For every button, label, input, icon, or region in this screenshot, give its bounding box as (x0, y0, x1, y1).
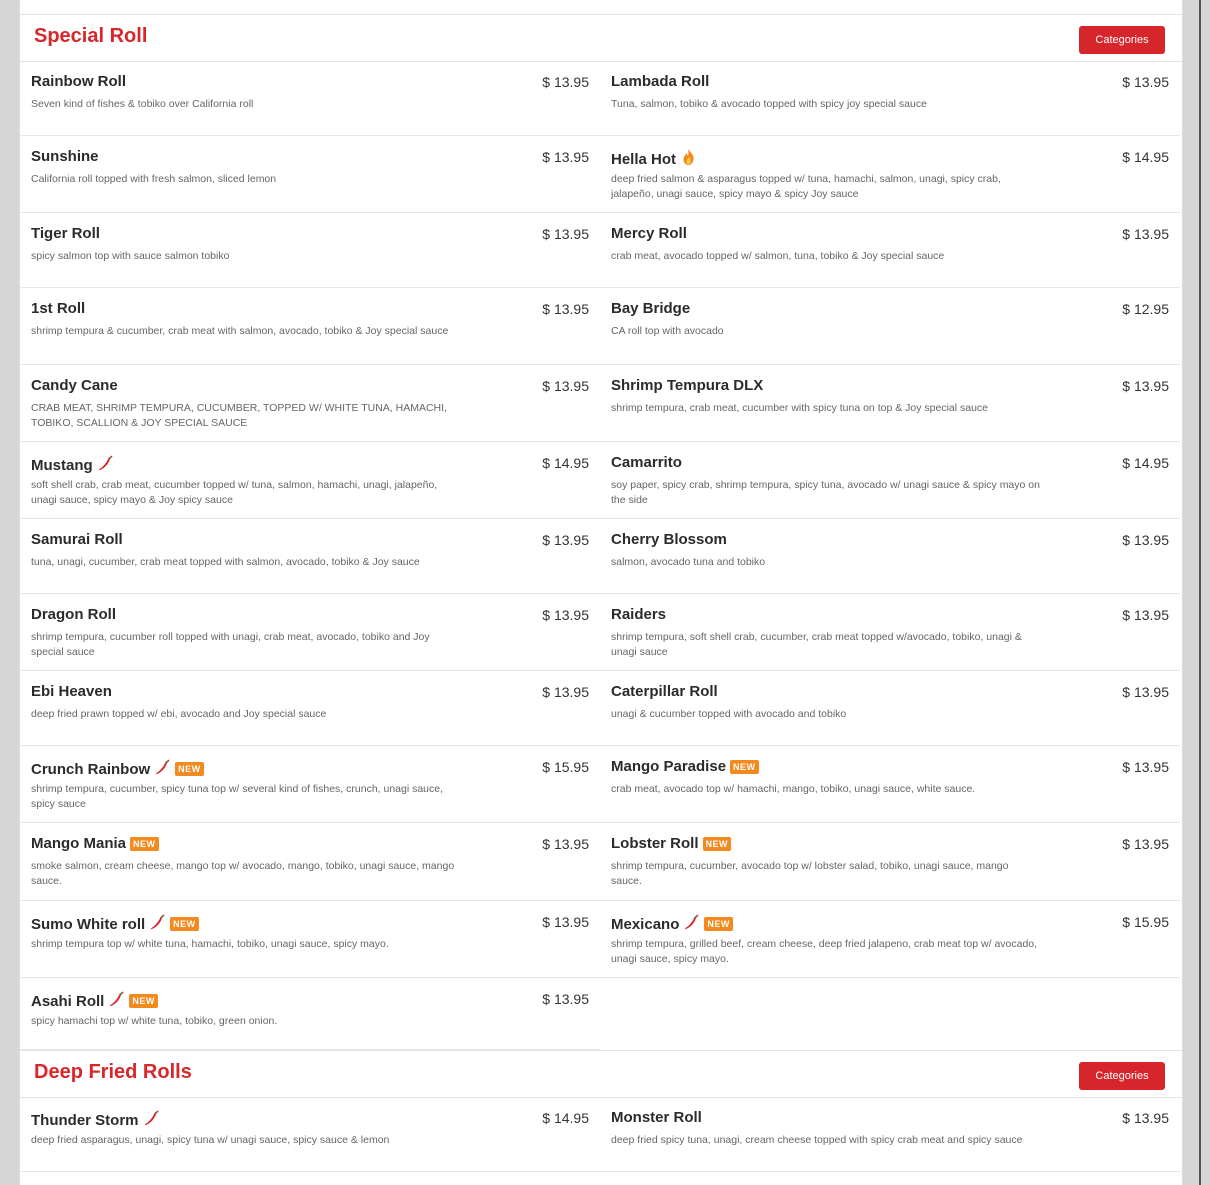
item-description: CA roll top with avocado (611, 325, 724, 337)
menu-item-thunder-storm[interactable] (20, 1097, 600, 1172)
chili-icon (149, 913, 166, 935)
item-name (31, 454, 114, 476)
item-name-text: Cherry Blossom (611, 531, 727, 548)
item-price: $ 15.95 (542, 759, 589, 775)
item-price: $ 13.95 (542, 378, 589, 394)
menu-item-cherry-blossom[interactable] (600, 519, 1180, 594)
categories-button[interactable]: Categories (1079, 1062, 1165, 1090)
item-name-text: Mustang (31, 456, 93, 474)
item-price: $ 13.95 (1122, 607, 1169, 623)
item-description: shrimp tempura, cucumber roll topped with unagi, crab meat, avocado, tobiko and Joy special sauce (31, 631, 430, 658)
item-name (31, 758, 204, 780)
section-title: Deep Fried Rolls (34, 1061, 192, 1083)
item-price: $ 13.95 (542, 301, 589, 317)
menu-item-asahi-roll[interactable] (20, 978, 600, 1050)
item-description: deep fried spicy tuna, unagi, cream cheese topped with spicy crab meat and spicy sauce (611, 1134, 1023, 1146)
menu-item-tiger-roll[interactable] (20, 213, 600, 288)
item-name-text: Dragon Roll (31, 606, 116, 623)
item-description: Tuna, salmon, tobiko & avocado topped with spicy joy special sauce (611, 98, 927, 110)
item-description: salmon, avocado tuna and tobiko (611, 556, 766, 568)
item-description: unagi & cucumber topped with avocado and tobiko (611, 708, 847, 720)
item-name (31, 148, 99, 165)
item-description: shrimp tempura, crab meat, cucumber with spicy tuna on top & Joy special sauce (611, 402, 989, 414)
menu-item-rainbow-roll[interactable] (20, 61, 600, 136)
chili-icon (154, 758, 171, 780)
item-name (31, 73, 126, 90)
menu-item-ebi-heaven[interactable] (20, 671, 600, 746)
item-price: $ 13.95 (1122, 759, 1169, 775)
menu-item-mango-paradise[interactable] (600, 746, 1180, 823)
item-price: $ 12.95 (1122, 301, 1169, 317)
section-header-deep-fried-rolls (20, 1050, 1182, 1098)
item-name-text: Hella Hot (611, 150, 677, 168)
item-price: $ 13.95 (542, 532, 589, 548)
item-price: $ 14.95 (1122, 149, 1169, 165)
item-price: $ 13.95 (1122, 836, 1169, 852)
menu-item-sumo-white-roll[interactable] (20, 901, 600, 978)
menu-item-mustang[interactable] (20, 442, 600, 519)
item-name (611, 531, 727, 548)
item-name (31, 683, 112, 700)
item-name (31, 1109, 160, 1131)
item-name (611, 73, 709, 90)
item-description: shrimp tempura, cucumber, spicy tuna top w/ several kind of fishes, crunch, unagi sauce, spicy sauce (31, 783, 444, 810)
item-name-text: Shrimp Tempura DLX (611, 377, 764, 394)
item-description: crab meat, avocado topped w/ salmon, tuna, tobiko & Joy special sauce (611, 250, 945, 262)
item-price: $ 13.95 (542, 914, 589, 930)
item-name (31, 990, 158, 1012)
item-name-text: Asahi Roll (31, 992, 105, 1010)
item-name (31, 531, 123, 548)
item-name-text: Bay Bridge (611, 300, 691, 317)
menu-item-shrimp-tempura-dlx[interactable] (600, 365, 1180, 442)
new-badge: NEW (129, 994, 158, 1008)
item-description: tuna, unagi, cucumber, crab meat topped with salmon, avocado, tobiko & Joy sauce (31, 556, 420, 568)
item-description: soft shell crab, crab meat, cucumber topped w/ tuna, salmon, hamachi, unagi, jalapeño, unagi sauce, spicy mayo & Joy spicy sauce (31, 479, 438, 506)
item-price: $ 13.95 (542, 607, 589, 623)
item-price: $ 13.95 (542, 149, 589, 165)
item-name-text: Caterpillar Roll (611, 683, 718, 700)
item-price: $ 13.95 (542, 684, 589, 700)
item-name (611, 148, 697, 170)
item-description: deep fried asparagus, unagi, spicy tuna w/ unagi sauce, spicy sauce & lemon (31, 1134, 390, 1146)
menu-item-bay-bridge[interactable] (600, 288, 1180, 365)
item-description: shrimp tempura, grilled beef, cream cheese, deep fried jalapeno, crab meat top w/ avocado, unagi sauce, spicy mayo. (611, 938, 1038, 965)
new-badge: NEW (175, 762, 204, 776)
item-price: $ 13.95 (542, 836, 589, 852)
menu-item-samurai-roll[interactable] (20, 519, 600, 594)
item-name-text: Crunch Rainbow (31, 760, 151, 778)
item-price: $ 13.95 (1122, 74, 1169, 90)
section-header-special-roll (20, 14, 1182, 62)
item-name (611, 758, 759, 775)
item-description: shrimp tempura, cucumber, avocado top w/ lobster salad, tobiko, unagi sauce, mango sauce. (611, 860, 1009, 887)
item-price: $ 13.95 (1122, 1110, 1169, 1126)
item-name-text: Candy Cane (31, 377, 118, 394)
new-badge: NEW (730, 760, 759, 774)
previous-section-bottom (20, 0, 1182, 15)
item-name (611, 225, 687, 242)
item-name-text: 1st Roll (31, 300, 86, 317)
menu-item-raiders[interactable] (600, 594, 1180, 671)
item-name (611, 913, 733, 935)
menu-item-lambada-roll[interactable] (600, 61, 1180, 136)
menu-item-hella-hot[interactable] (600, 136, 1180, 213)
item-price: $ 15.95 (1122, 914, 1169, 930)
item-name (611, 1109, 702, 1126)
item-name (611, 835, 731, 852)
item-name-text: Tiger Roll (31, 225, 100, 242)
item-name (31, 225, 100, 242)
item-name (31, 606, 116, 623)
item-name-text: Mexicano (611, 915, 680, 933)
item-name (611, 377, 763, 394)
item-description: smoke salmon, cream cheese, mango top w/ avocado, mango, tobiko, unagi sauce, mango sauce. (31, 860, 455, 887)
menu-item-lobster-roll[interactable] (600, 823, 1180, 901)
item-name (31, 835, 159, 852)
categories-button[interactable]: Categories (1079, 26, 1165, 54)
item-description: spicy hamachi top w/ white tuna, tobiko, green onion. (31, 1015, 278, 1027)
item-description: shrimp tempura, soft shell crab, cucumber, crab meat topped w/avocado, tobiko, unagi & unagi sauce (611, 631, 1022, 658)
item-name-text: Mango Paradise (611, 758, 727, 775)
fire-icon (680, 148, 697, 170)
item-name-text: Mango Mania (31, 835, 127, 852)
menu-item-mexicano[interactable] (600, 901, 1180, 978)
menu-item-mercy-roll[interactable] (600, 213, 1180, 288)
item-price: $ 13.95 (1122, 684, 1169, 700)
new-badge: NEW (170, 917, 199, 931)
menu-item-1st-roll[interactable] (20, 288, 600, 365)
item-price: $ 14.95 (542, 1110, 589, 1126)
item-name-text: Monster Roll (611, 1109, 702, 1126)
item-name-text: Camarrito (611, 454, 682, 471)
menu-item-sunshine[interactable] (20, 136, 600, 213)
chili-icon (683, 913, 700, 935)
item-description: shrimp tempura top w/ white tuna, hamachi, tobiko, unagi sauce, spicy mayo. (31, 938, 389, 950)
menu-item-caterpillar-roll[interactable] (600, 671, 1180, 746)
item-name-text: Sumo White roll (31, 915, 146, 933)
menu-page (19, 0, 1183, 1185)
chili-icon (108, 990, 125, 1012)
item-name (31, 913, 199, 935)
item-name (31, 300, 85, 317)
chili-icon (97, 454, 114, 476)
item-description: California roll topped with fresh salmon, sliced lemon (31, 173, 277, 185)
item-name-text: Rainbow Roll (31, 73, 126, 90)
item-name-text: Raiders (611, 606, 667, 623)
item-name-text: Lambada Roll (611, 73, 710, 90)
item-price: $ 13.95 (1122, 378, 1169, 394)
item-price: $ 14.95 (1122, 455, 1169, 471)
new-badge: NEW (703, 837, 732, 851)
item-name (31, 377, 118, 394)
item-name (611, 683, 718, 700)
new-badge: NEW (704, 917, 733, 931)
menu-item-candy-cane[interactable] (20, 365, 600, 442)
item-description: deep fried salmon & asparagus topped w/ tuna, hamachi, salmon, unagi, spicy crab, jalapeño, unagi sauce, spicy mayo & spicy Joy sauce (611, 173, 1001, 200)
item-name-text: Thunder Storm (31, 1111, 139, 1129)
section-title: Special Roll (34, 25, 148, 47)
item-name (611, 606, 666, 623)
item-name-text: Ebi Heaven (31, 683, 112, 700)
chili-icon (143, 1109, 160, 1131)
item-name-text: Mercy Roll (611, 225, 687, 242)
item-name-text: Lobster Roll (611, 835, 699, 852)
item-description: soy paper, spicy crab, shrimp tempura, spicy tuna, avocado w/ unagi sauce & spicy mayo on the side (611, 479, 1040, 506)
item-name (611, 300, 690, 317)
item-price: $ 13.95 (542, 74, 589, 90)
menu-item-monster-roll[interactable] (600, 1097, 1180, 1172)
menu-item-mango-mania[interactable] (20, 823, 600, 901)
new-badge: NEW (130, 837, 159, 851)
item-price: $ 13.95 (542, 226, 589, 242)
item-description: deep fried prawn topped w/ ebi, avocado and Joy special sauce (31, 708, 327, 720)
item-price: $ 13.95 (542, 991, 589, 1007)
item-name-text: Sunshine (31, 148, 99, 165)
menu-item-crunch-rainbow[interactable] (20, 746, 600, 823)
menu-item-camarrito[interactable] (600, 442, 1180, 519)
item-description: crab meat, avocado top w/ hamachi, mango, tobiko, unagi sauce, white sauce. (611, 783, 976, 795)
item-name (611, 454, 682, 471)
scrollbar-edge (1199, 0, 1201, 1185)
item-price: $ 13.95 (1122, 226, 1169, 242)
item-description: shrimp tempura & cucumber, crab meat with salmon, avocado, tobiko & Joy special sauce (31, 325, 449, 337)
menu-item-dragon-roll[interactable] (20, 594, 600, 671)
item-description: Seven kind of fishes & tobiko over California roll (31, 98, 254, 110)
item-description: spicy salmon top with sauce salmon tobiko (31, 250, 230, 262)
item-price: $ 14.95 (542, 455, 589, 471)
item-price: $ 13.95 (1122, 532, 1169, 548)
item-description: CRAB MEAT, SHRIMP TEMPURA, CUCUMBER, TOPPED W/ WHITE TUNA, HAMACHI, TOBIKO, SCALLION & JOY SPECIAL SAUCE (31, 402, 447, 429)
item-name-text: Samurai Roll (31, 531, 123, 548)
